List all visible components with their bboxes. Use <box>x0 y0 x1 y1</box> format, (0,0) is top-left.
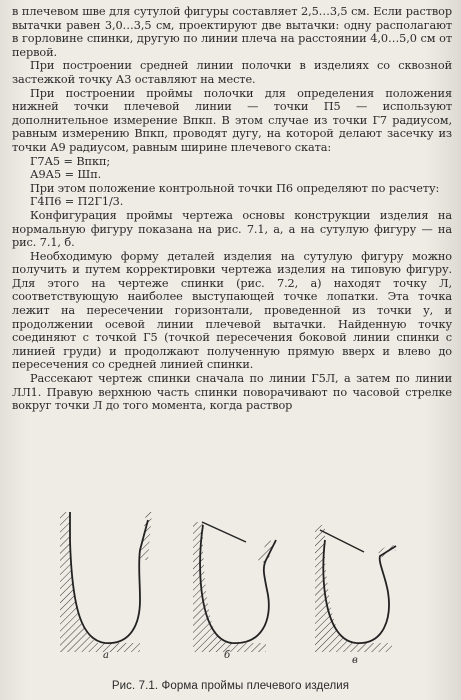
paragraph-2: При построении средней линии полочки в изделиях со сквозной застежкой точку А3 оставляют на месте. <box>12 59 452 86</box>
armhole-shape-b <box>193 522 276 652</box>
formula-3: Г4П6 = П2Г1/3. <box>30 195 124 209</box>
armhole-drawings <box>0 500 461 680</box>
paragraph-7: Рассекают чертеж спинки сначала по линии Г5Л, а затем по линии ЛЛ1. Правую верхнюю часть спинки поворачивают по часовой стрелке вокруг точки Л до того момента, когда раствор <box>12 372 452 413</box>
paragraph-6: Необходимую форму деталей изделия на сутулую фигуру можно получить и путем корректировки чертежа изделия на типовую фигуру. Для этого на чертеже спинки (рис. 7.2, а) находят точку Л, соответствующую наиболее выступающей точке лопатки. Эта точка лежит на пересечении горизонтали, проведенной из точки у, и продолжении осевой линии плечевой вытачки. Найденную точку соединяют с точкой Г5 (точкой пересечения боковой линии спинки с линией груди) и продолжают полученную прямую вверх и влево до пересечения со средней линией спинки. <box>12 249 452 372</box>
figure-label-a: а <box>103 650 109 661</box>
paragraph-5: Конфигурация проймы чертежа основы конструкции изделия на нормальную фигуру показана на рис. 7.1, а, а на сутулую фигуру — на рис. 7.1, б. <box>12 208 452 250</box>
armhole-figure <box>0 500 461 700</box>
formula-1: Г7А5 = Впкп; <box>30 154 111 168</box>
formula-2: А9А5 = Шп. <box>30 168 102 182</box>
armhole-shape-c <box>315 525 396 652</box>
paragraph-4: При этом положение контрольной точки П6 определяют по расчету: <box>30 181 440 195</box>
body-text <box>12 5 452 413</box>
figure-label-c: в <box>352 655 358 666</box>
figure-caption: Рис. 7.1. Форма проймы плечевого изделия <box>111 680 350 692</box>
paragraph-3: При построении проймы полочки для определения положения нижней точки плечевой линии — точки П5 — используют дополнительное измерение Впкп. В этом случае из точки Г7 радиусом, равным измерению Впкп, проводят дугу, на которой делают засечку из точки А9 радиусом, равным ширине плечевого ската: <box>12 86 452 154</box>
paragraph-1: в плечевом шве для сутулой фигуры составляет 2,5…3,5 см. Если раствор вытачки равен 3,0…3,5 см, проектируют две вытачки: одну располагают в горловине спинки, другую по линии плеча на расстоянии 4,0…5,0 см от первой. <box>12 5 452 59</box>
armhole-shape-a <box>60 512 152 652</box>
figure-label-b: б <box>224 650 231 661</box>
